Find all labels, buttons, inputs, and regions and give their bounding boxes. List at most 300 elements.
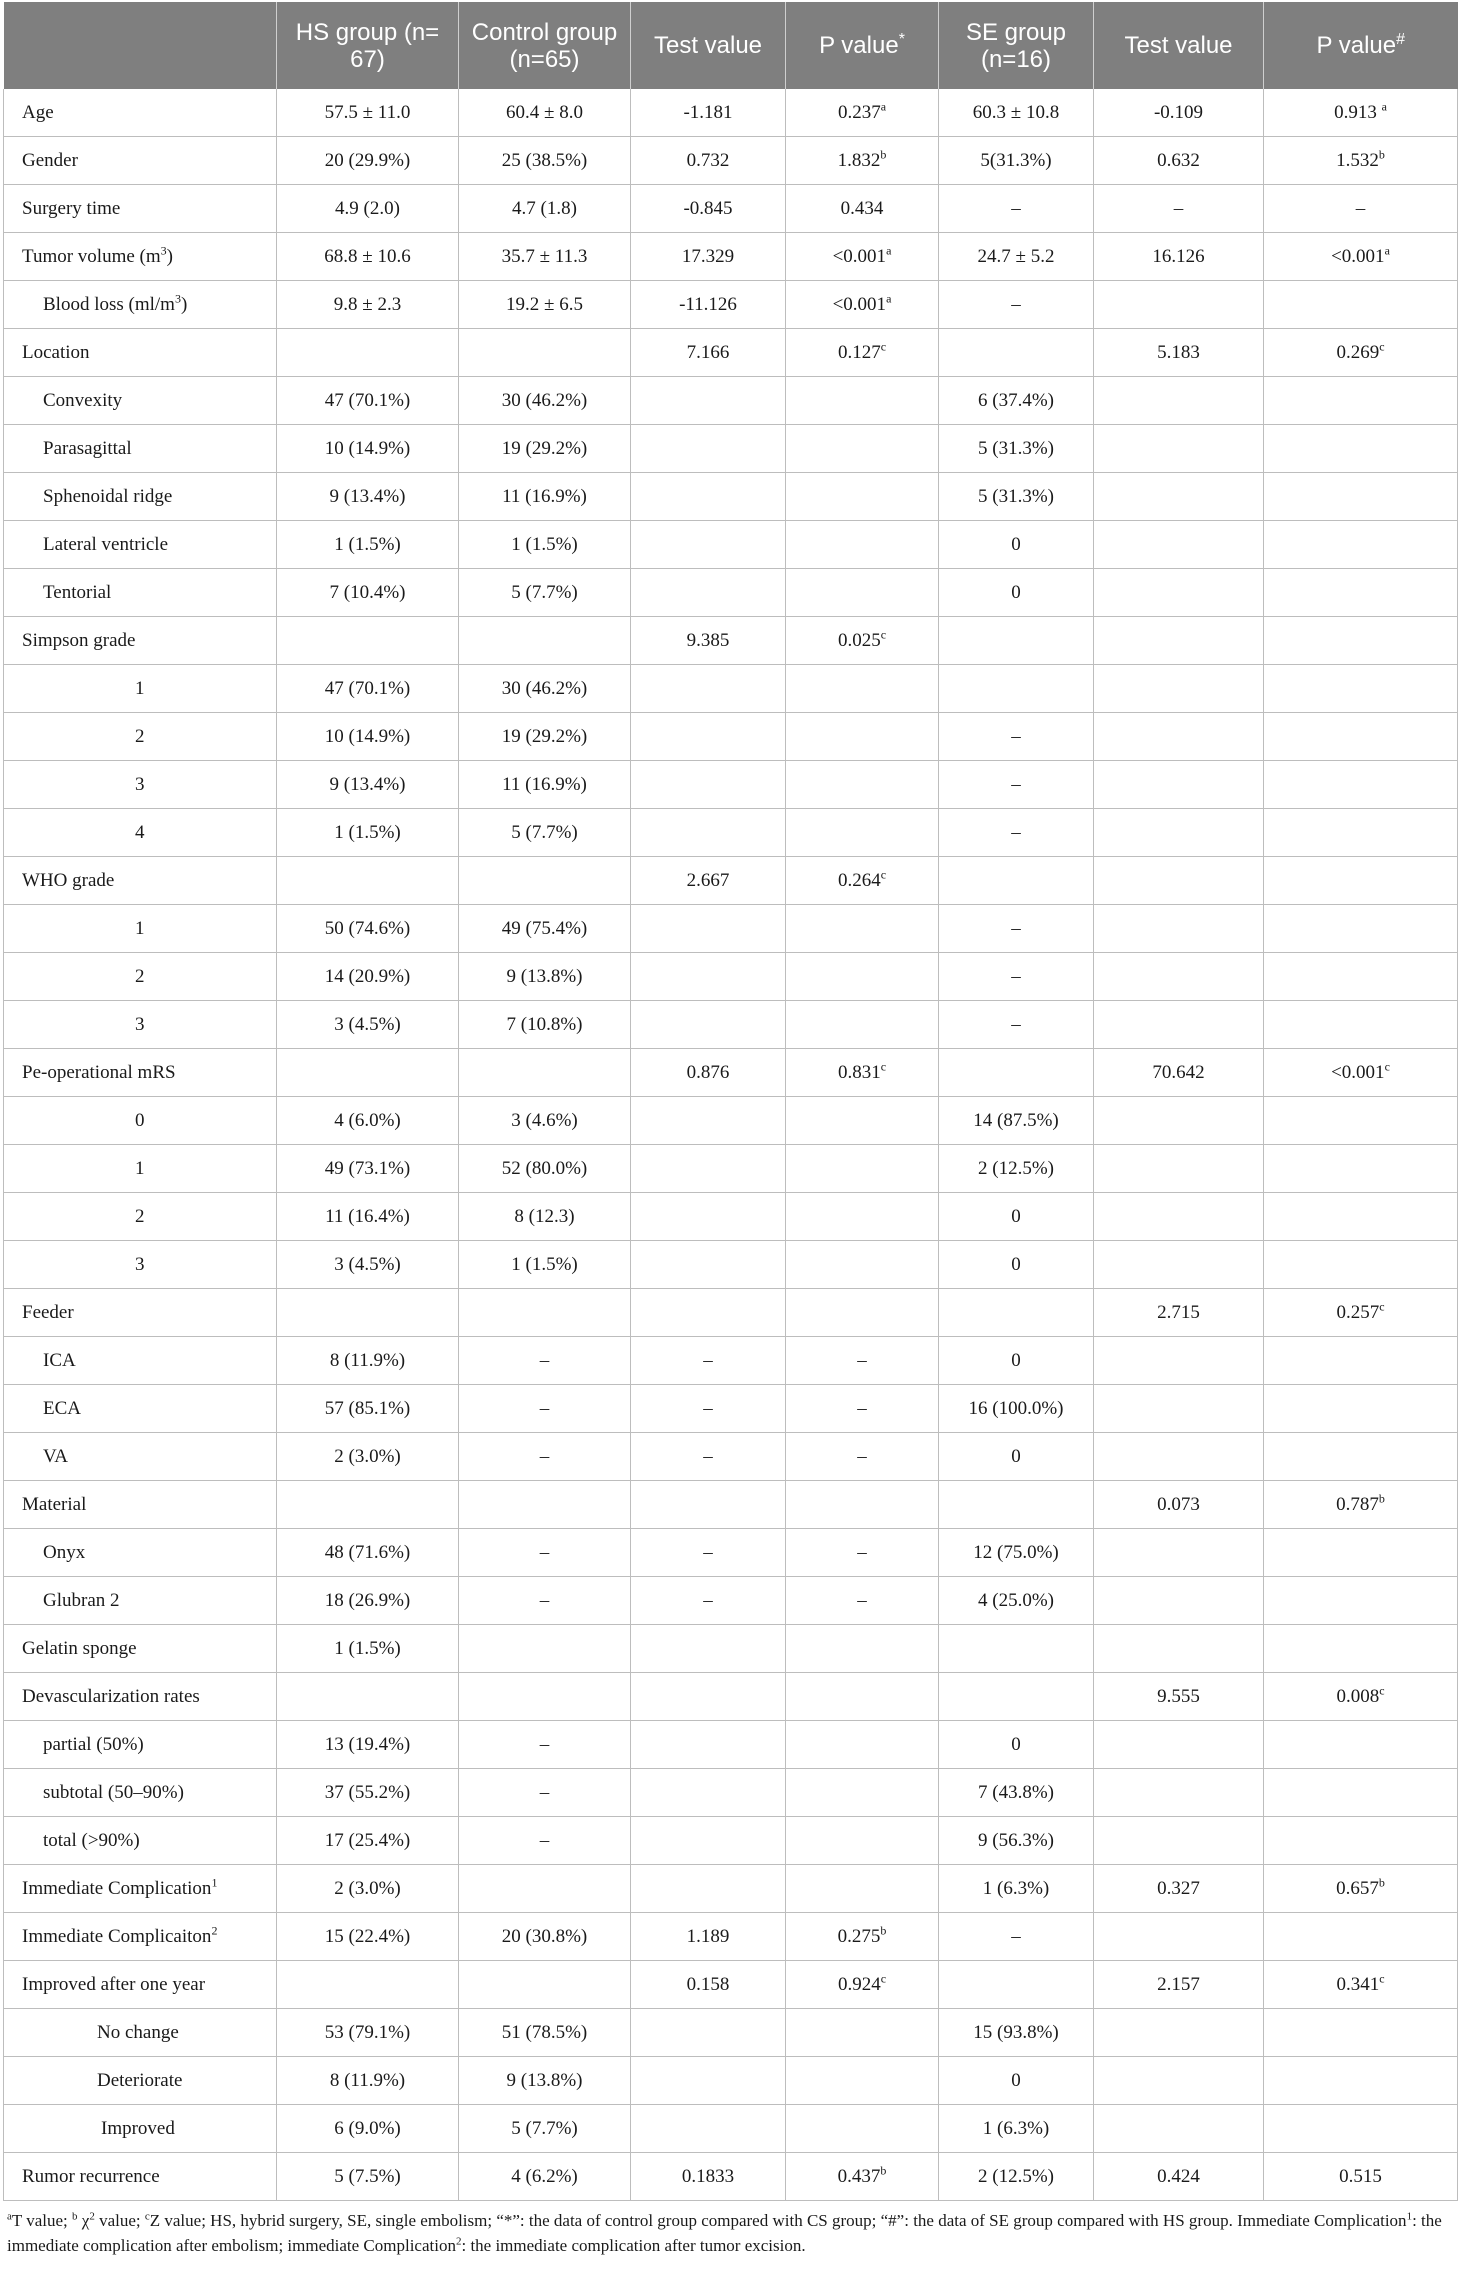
- table-cell: [786, 1817, 939, 1865]
- table-cell: [786, 665, 939, 713]
- table-cell: [1094, 377, 1264, 425]
- table-cell: –: [786, 1577, 939, 1625]
- table-cell: [1264, 2009, 1458, 2057]
- row-label: Tentorial: [4, 569, 277, 617]
- table-row: [4, 1001, 1458, 1049]
- row-label: Location: [4, 329, 277, 377]
- table-cell: 0.632: [1094, 137, 1264, 185]
- table-cell: 9 (13.8%): [459, 953, 631, 1001]
- table-cell: 7.166: [631, 329, 786, 377]
- table-cell: 5 (7.7%): [459, 2105, 631, 2153]
- table-cell: [631, 761, 786, 809]
- table-cell: 1 (1.5%): [277, 521, 459, 569]
- table-row: [4, 1961, 1458, 2009]
- table-row: [4, 1049, 1458, 1097]
- table-cell: -11.126: [631, 281, 786, 329]
- table-cell: 0.158: [631, 1961, 786, 2009]
- table-cell: –: [459, 1433, 631, 1481]
- table-cell: 49 (73.1%): [277, 1145, 459, 1193]
- table-cell: –: [786, 1337, 939, 1385]
- table-cell: [1264, 905, 1458, 953]
- table-row: [4, 713, 1458, 761]
- table-cell: 9 (13.8%): [459, 2057, 631, 2105]
- row-label: Age: [4, 89, 277, 137]
- row-label: No change: [4, 2009, 277, 2057]
- table-cell: 9.385: [631, 617, 786, 665]
- table-cell: [631, 2105, 786, 2153]
- table-row: [4, 1337, 1458, 1385]
- table-cell: 68.8 ± 10.6: [277, 233, 459, 281]
- table-cell: 2 (3.0%): [277, 1433, 459, 1481]
- table-cell: 5 (7.7%): [459, 569, 631, 617]
- table-cell: 19 (29.2%): [459, 713, 631, 761]
- table-cell: [277, 1673, 459, 1721]
- table-cell: [1264, 1337, 1458, 1385]
- table-cell: [1264, 665, 1458, 713]
- table-row: [4, 2057, 1458, 2105]
- table-cell: 4 (25.0%): [939, 1577, 1094, 1625]
- table-cell: 16.126: [1094, 233, 1264, 281]
- table-cell: [1264, 761, 1458, 809]
- table-cell: 53 (79.1%): [277, 2009, 459, 2057]
- table-cell: [631, 425, 786, 473]
- table-cell: [1264, 1385, 1458, 1433]
- table-cell: [1094, 953, 1264, 1001]
- table-cell: [631, 953, 786, 1001]
- table-cell: 2.667: [631, 857, 786, 905]
- table-cell: [939, 1625, 1094, 1673]
- table-cell: 9 (13.4%): [277, 473, 459, 521]
- row-label: 3: [4, 1001, 277, 1049]
- table-cell: 0.275$^b$: [786, 1913, 939, 1961]
- table-cell: [459, 1625, 631, 1673]
- table-row: [4, 1625, 1458, 1673]
- table-cell: [786, 2105, 939, 2153]
- row-label: 0: [4, 1097, 277, 1145]
- table-cell: 8 (12.3): [459, 1193, 631, 1241]
- table-cell: 0.073: [1094, 1481, 1264, 1529]
- row-label: Simpson grade: [4, 617, 277, 665]
- table-row: [4, 569, 1458, 617]
- row-label: Tumor volume $(m^3)$: [4, 233, 277, 281]
- table-cell: [631, 473, 786, 521]
- results-table: [3, 2, 1458, 2201]
- table-cell: [1264, 281, 1458, 329]
- table-cell: [1094, 1433, 1264, 1481]
- table-cell: [631, 2057, 786, 2105]
- table-row: [4, 809, 1458, 857]
- table-cell: [1094, 281, 1264, 329]
- table-cell: [1094, 1193, 1264, 1241]
- table-cell: [1264, 1193, 1458, 1241]
- table-cell: [786, 809, 939, 857]
- table-cell: [1264, 857, 1458, 905]
- table-cell: 0.025$^c$: [786, 617, 939, 665]
- table-cell: 1 (1.5%): [459, 521, 631, 569]
- table-cell: 0.264$^c$: [786, 857, 939, 905]
- table-cell: [1094, 1529, 1264, 1577]
- table-cell: –: [939, 713, 1094, 761]
- table-cell: [1264, 1913, 1458, 1961]
- row-label: Devascularization rates: [4, 1673, 277, 1721]
- table-cell: [1264, 521, 1458, 569]
- table-row: [4, 473, 1458, 521]
- header-control-group: Control group (n=65): [459, 2, 631, 89]
- table-cell: [277, 1961, 459, 2009]
- table-cell: [1264, 1097, 1458, 1145]
- table-cell: 7 (10.4%): [277, 569, 459, 617]
- table-cell: 0.1833: [631, 2153, 786, 2201]
- table-cell: [786, 1673, 939, 1721]
- table-cell: [786, 1097, 939, 1145]
- table-cell: [1264, 953, 1458, 1001]
- table-cell: [631, 377, 786, 425]
- row-label: 2: [4, 953, 277, 1001]
- table-cell: 57 (85.1%): [277, 1385, 459, 1433]
- table-cell: 0: [939, 2057, 1094, 2105]
- table-cell: 0.437$^b$: [786, 2153, 939, 2201]
- table-cell: 1.832$^b$: [786, 137, 939, 185]
- row-label: Gelatin sponge: [4, 1625, 277, 1673]
- table-cell: [1094, 569, 1264, 617]
- table-cell: 19.2 ± 6.5: [459, 281, 631, 329]
- table-cell: 3 (4.5%): [277, 1241, 459, 1289]
- table-cell: [631, 521, 786, 569]
- table-row: [4, 377, 1458, 425]
- table-cell: [631, 665, 786, 713]
- table-row: [4, 1529, 1458, 1577]
- table-cell: –: [459, 1385, 631, 1433]
- table-cell: [786, 761, 939, 809]
- table-cell: 11 (16.4%): [277, 1193, 459, 1241]
- table-cell: 0.876: [631, 1049, 786, 1097]
- row-label: Glubran 2: [4, 1577, 277, 1625]
- table-cell: [786, 1481, 939, 1529]
- table-row: [4, 185, 1458, 233]
- table-cell: [1094, 1817, 1264, 1865]
- table-row: [4, 617, 1458, 665]
- table-cell: [939, 1673, 1094, 1721]
- table-cell: [1264, 809, 1458, 857]
- table-cell: 9.8 ± 2.3: [277, 281, 459, 329]
- table-cell: 11 (16.9%): [459, 473, 631, 521]
- table-cell: 0.237$^a$: [786, 89, 939, 137]
- table-row: [4, 281, 1458, 329]
- table-cell: –: [459, 1529, 631, 1577]
- table-cell: 0.269$^c$: [1264, 329, 1458, 377]
- table-cell: [1094, 521, 1264, 569]
- table-cell: 0: [939, 1721, 1094, 1769]
- table-cell: 10 (14.9%): [277, 713, 459, 761]
- table-cell: 49 (75.4%): [459, 905, 631, 953]
- table-cell: 1 (1.5%): [277, 809, 459, 857]
- table-cell: <0.001$^a$: [1264, 233, 1458, 281]
- table-cell: –: [786, 1385, 939, 1433]
- table-cell: [939, 1961, 1094, 2009]
- table-cell: 47 (70.1%): [277, 377, 459, 425]
- table-cell: –: [939, 185, 1094, 233]
- table-cell: 47 (70.1%): [277, 665, 459, 713]
- table-cell: [459, 1289, 631, 1337]
- table-cell: 10 (14.9%): [277, 425, 459, 473]
- table-cell: [786, 1625, 939, 1673]
- table-cell: [939, 857, 1094, 905]
- table-cell: 1 (6.3%): [939, 1865, 1094, 1913]
- table-row: [4, 2009, 1458, 2057]
- table-cell: 15 (22.4%): [277, 1913, 459, 1961]
- table-cell: [786, 1865, 939, 1913]
- table-cell: [1264, 2105, 1458, 2153]
- table-cell: [631, 569, 786, 617]
- table-cell: [1094, 761, 1264, 809]
- table-cell: 9 (56.3%): [939, 1817, 1094, 1865]
- table-cell: [459, 1865, 631, 1913]
- table-cell: 52 (80.0%): [459, 1145, 631, 1193]
- table-cell: [1094, 473, 1264, 521]
- table-cell: [459, 1049, 631, 1097]
- table-cell: 60.3 ± 10.8: [939, 89, 1094, 137]
- table-cell: [1264, 1433, 1458, 1481]
- table-cell: [277, 1289, 459, 1337]
- table-cell: -0.845: [631, 185, 786, 233]
- table-cell: [939, 329, 1094, 377]
- table-cell: –: [939, 905, 1094, 953]
- table-cell: 2.157: [1094, 1961, 1264, 2009]
- table-cell: 1 (6.3%): [939, 2105, 1094, 2153]
- row-label: Immediate Complicaiton$^2$: [4, 1913, 277, 1961]
- table-cell: [786, 1241, 939, 1289]
- table-cell: 8 (11.9%): [277, 2057, 459, 2105]
- table-cell: 15 (93.8%): [939, 2009, 1094, 2057]
- table-row: [4, 1289, 1458, 1337]
- table-cell: 17.329: [631, 233, 786, 281]
- table-cell: [1264, 1721, 1458, 1769]
- row-label: total (>90%): [4, 1817, 277, 1865]
- table-cell: –: [459, 1721, 631, 1769]
- table-cell: [1094, 1769, 1264, 1817]
- table-cell: 1 (1.5%): [277, 1625, 459, 1673]
- table-cell: 1.189: [631, 1913, 786, 1961]
- table-row: [4, 1769, 1458, 1817]
- row-label: 1: [4, 905, 277, 953]
- table-cell: –: [631, 1433, 786, 1481]
- table-cell: –: [1094, 185, 1264, 233]
- table-cell: [1264, 377, 1458, 425]
- row-label: partial (50%): [4, 1721, 277, 1769]
- table-cell: [631, 1625, 786, 1673]
- table-cell: 5 (31.3%): [939, 425, 1094, 473]
- table-cell: [1094, 905, 1264, 953]
- table-cell: 51 (78.5%): [459, 2009, 631, 2057]
- table-cell: 4.7 (1.8): [459, 185, 631, 233]
- row-label: Improved after one year: [4, 1961, 277, 2009]
- table-cell: 0.327: [1094, 1865, 1264, 1913]
- table-cell: [1264, 1769, 1458, 1817]
- table-cell: [1094, 2057, 1264, 2105]
- table-cell: 13 (19.4%): [277, 1721, 459, 1769]
- table-cell: [786, 2057, 939, 2105]
- table-row: [4, 953, 1458, 1001]
- table-cell: –: [459, 1577, 631, 1625]
- table-cell: 0: [939, 569, 1094, 617]
- table-cell: –: [939, 281, 1094, 329]
- table-cell: –: [459, 1817, 631, 1865]
- table-cell: [1264, 1625, 1458, 1673]
- row-label: subtotal (50–90%): [4, 1769, 277, 1817]
- table-body: [4, 89, 1458, 2201]
- table-cell: 0.008$^c$: [1264, 1673, 1458, 1721]
- table-cell: 4 (6.0%): [277, 1097, 459, 1145]
- table-cell: 25 (38.5%): [459, 137, 631, 185]
- table-cell: [631, 1769, 786, 1817]
- table-cell: [631, 1097, 786, 1145]
- table-cell: 6 (9.0%): [277, 2105, 459, 2153]
- table-cell: [277, 1481, 459, 1529]
- table-cell: 7 (43.8%): [939, 1769, 1094, 1817]
- table-cell: 48 (71.6%): [277, 1529, 459, 1577]
- table-row: [4, 1241, 1458, 1289]
- table-cell: [631, 1193, 786, 1241]
- table-cell: [939, 1481, 1094, 1529]
- header-hs-group: HS group (n= 67): [277, 2, 459, 89]
- table-cell: –: [459, 1337, 631, 1385]
- table-cell: [786, 377, 939, 425]
- table-row: [4, 137, 1458, 185]
- table-cell: 0.127$^c$: [786, 329, 939, 377]
- table-cell: [786, 473, 939, 521]
- table-cell: 17 (25.4%): [277, 1817, 459, 1865]
- table-cell: –: [939, 761, 1094, 809]
- table-cell: [939, 1049, 1094, 1097]
- table-cell: 30 (46.2%): [459, 665, 631, 713]
- table-cell: [939, 665, 1094, 713]
- table-cell: 5 (7.5%): [277, 2153, 459, 2201]
- table-cell: 57.5 ± 11.0: [277, 89, 459, 137]
- table-cell: 0.831$^c$: [786, 1049, 939, 1097]
- table-cell: 0: [939, 1337, 1094, 1385]
- table-row: [4, 89, 1458, 137]
- row-label: Parasagittal: [4, 425, 277, 473]
- row-label: Material: [4, 1481, 277, 1529]
- table-row: [4, 521, 1458, 569]
- table-cell: <0.001$^a$: [786, 233, 939, 281]
- table-row: [4, 1193, 1458, 1241]
- table-cell: [1264, 1001, 1458, 1049]
- header-p-value-2: P value#: [1264, 2, 1458, 89]
- table-cell: –: [631, 1385, 786, 1433]
- row-label: Convexity: [4, 377, 277, 425]
- table-cell: 11 (16.9%): [459, 761, 631, 809]
- table-cell: [1094, 713, 1264, 761]
- row-label: 3: [4, 1241, 277, 1289]
- table-cell: <0.001$^a$: [786, 281, 939, 329]
- table-cell: [786, 569, 939, 617]
- table-cell: –: [631, 1577, 786, 1625]
- table-cell: [631, 1721, 786, 1769]
- table-cell: 30 (46.2%): [459, 377, 631, 425]
- table-cell: 24.7 ± 5.2: [939, 233, 1094, 281]
- table-cell: 0.257$^c$: [1264, 1289, 1458, 1337]
- table-cell: [1094, 1625, 1264, 1673]
- row-label: ECA: [4, 1385, 277, 1433]
- table-footnote: $^a$T value; $^b$ $\chi^2$ value; $^c$Z value; HS, hybrid surgery, SE, single embolism; “*”: the data of control group compared with CS group; “#”: the data of SE group compared with HS group. Immediate Complication$^1$: the immediate complication after embolism; immediate Complication$^2$: the immediate complication after tumor excision.: [7, 2210, 1442, 2255]
- table-cell: [1264, 1817, 1458, 1865]
- table-cell: [631, 809, 786, 857]
- table-cell: [1094, 1577, 1264, 1625]
- row-label: Surgery time: [4, 185, 277, 233]
- table-cell: 9.555: [1094, 1673, 1264, 1721]
- table-cell: [631, 1865, 786, 1913]
- table-cell: [1264, 2057, 1458, 2105]
- table-cell: [277, 857, 459, 905]
- table-cell: –: [786, 1433, 939, 1481]
- table-cell: [786, 1769, 939, 1817]
- table-cell: 16 (100.0%): [939, 1385, 1094, 1433]
- table-cell: 0.515: [1264, 2153, 1458, 2201]
- table-cell: [1264, 1241, 1458, 1289]
- table-row: [4, 425, 1458, 473]
- row-label: 3: [4, 761, 277, 809]
- row-label: Blood loss $(ml/m^3)$: [4, 281, 277, 329]
- table-cell: 0.787$^b$: [1264, 1481, 1458, 1529]
- table-cell: 3 (4.5%): [277, 1001, 459, 1049]
- row-label: ICA: [4, 1337, 277, 1385]
- table-cell: [1094, 1145, 1264, 1193]
- table-cell: [631, 1145, 786, 1193]
- results-table-container: [3, 2, 1457, 2258]
- row-label: 1: [4, 665, 277, 713]
- table-row: [4, 1433, 1458, 1481]
- table-cell: [459, 1673, 631, 1721]
- table-cell: 2.715: [1094, 1289, 1264, 1337]
- table-cell: –: [939, 1913, 1094, 1961]
- table-cell: [786, 905, 939, 953]
- table-cell: –: [459, 1769, 631, 1817]
- table-cell: –: [939, 953, 1094, 1001]
- table-cell: [1094, 1241, 1264, 1289]
- table-cell: [786, 953, 939, 1001]
- table-cell: 5.183: [1094, 329, 1264, 377]
- table-cell: 60.4 ± 8.0: [459, 89, 631, 137]
- table-row: [4, 1673, 1458, 1721]
- table-cell: [786, 2009, 939, 2057]
- table-row: [4, 329, 1458, 377]
- table-row: [4, 1577, 1458, 1625]
- table-cell: [1094, 1337, 1264, 1385]
- table-cell: 7 (10.8%): [459, 1001, 631, 1049]
- table-cell: 12 (75.0%): [939, 1529, 1094, 1577]
- table-row: [4, 1385, 1458, 1433]
- table-cell: [1094, 617, 1264, 665]
- row-label: Rumor recurrence: [4, 2153, 277, 2201]
- table-row: [4, 233, 1458, 281]
- table-cell: –: [631, 1337, 786, 1385]
- row-label: Deteriorate: [4, 2057, 277, 2105]
- table-row: [4, 1913, 1458, 1961]
- table-cell: 9 (13.4%): [277, 761, 459, 809]
- header-test-value-1: Test value: [631, 2, 786, 89]
- table-cell: [1094, 857, 1264, 905]
- table-cell: [459, 617, 631, 665]
- table-cell: 1.532$^b$: [1264, 137, 1458, 185]
- table-row: [4, 905, 1458, 953]
- row-label: 1: [4, 1145, 277, 1193]
- header-se-group: SE group (n=16): [939, 2, 1094, 89]
- row-label: Improved: [4, 2105, 277, 2153]
- row-label: 2: [4, 1193, 277, 1241]
- table-cell: [939, 617, 1094, 665]
- table-cell: –: [1264, 185, 1458, 233]
